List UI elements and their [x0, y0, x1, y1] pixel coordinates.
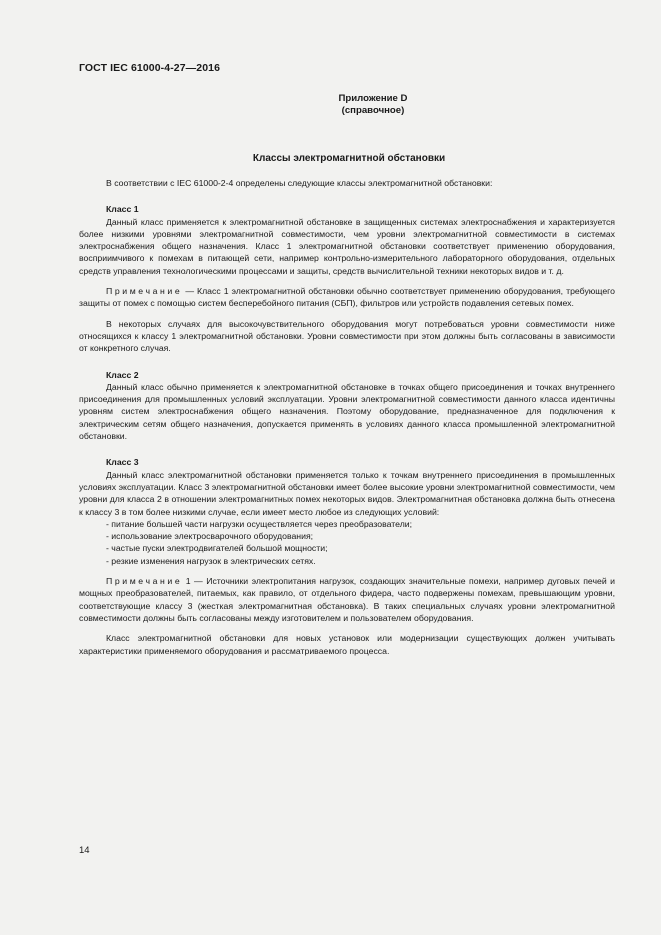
class3-heading: Класс 3 [106, 457, 139, 468]
note-label: Примечание [106, 576, 183, 587]
list-item: - частые пуски электродвигателей большой мощности; [106, 543, 328, 554]
class3-text: Данный класс электромагнитной обстановки применяется только к точкам внутреннего присоединения в промышленных условиях эксплуатации. Класс 3 электромагнитной обстановки имеет более высокие уровни электромагнитной совместимости, чем уровни для класса 2 в отношении электромагнитных помех некоторых видов. Электромагнитная обстановка должна быть отнесена к классу 3 в том более низкими случае, если имеет место любое из следующих условий: [79, 469, 615, 517]
closing-paragraph: Класс электромагнитной обстановки для новых установок или модернизации существующих должен учитывать характеристики применяемого оборудования и рассматриваемого процесса. [79, 633, 615, 656]
page-number: 14 [79, 845, 90, 856]
document-body [79, 177, 615, 657]
class1-text: Данный класс применяется к электромагнитной обстановке в защищенных системах электроснабжения и характеризуется более низкими уровнями электромагнитной совместимости, чем уровни электромагнитной совместимости в системах электроснабжения общего назначения. Класс 1 электромагнитной обстановки соответствует применению оборудования, восприимчивого к помехам в питающей сети, например контрольно-измерительного лабораторного оборудования, отдельных средств управления технологическими процессами и защиты, средств вычислительной техники некоторых видов и т. д. [79, 216, 615, 276]
class3-note [79, 575, 615, 624]
annex-title: Приложение D [338, 93, 408, 104]
class1-note [79, 285, 615, 310]
annex-subtitle: (справочное) [341, 105, 405, 116]
list-item: - резкие изменения нагрузок в электрических сетях. [106, 555, 316, 566]
section-title: Классы электромагнитной обстановки [252, 153, 446, 164]
conditions-list [79, 518, 615, 567]
note-text: 1 — Источники электропитания нагрузок, создающих значительные помехи, например дуговых печей и мощных преобразователей, питаемых, как правило, от отдельного фидера, часто подвержены помехам, превышающим уровни, соответствующие классу 3 (жесткая электромагнитная обстановка). В таких специальных случаях уровни электромагнитной совместимости должны быть согласованы между изготовителем и пользователем оборудования. [79, 576, 615, 623]
standard-header: ГОСТ IEC 61000-4-27—2016 [79, 62, 221, 74]
list-item: - использование электросварочного оборудования; [106, 531, 314, 542]
class1-extra: В некоторых случаях для высокочувствительного оборудования могут потребоваться уровни совместимости ниже относящихся к классу 1 электромагнитной обстановки. Уровни совместимости при этом должны быть согласованы в зависимости от конкретного случая. [79, 318, 615, 354]
class1-heading: Класс 1 [106, 204, 139, 215]
note-text: — Класс 1 электромагнитной обстановки обычно соответствует применению оборудования, требующего защиты от помех с помощью систем бесперебойного питания (СБП), фильтров или устройств подавления сетевых помех. [79, 286, 615, 309]
note-label: Примечание [106, 286, 183, 297]
class2-heading: Класс 2 [106, 369, 139, 380]
intro-paragraph: В соответствии с IEC 61000-2-4 определены следующие классы электромагнитной обстановки: [106, 178, 493, 188]
list-item: - питание большей части нагрузки осуществляется через преобразователи; [106, 518, 413, 529]
annex-heading [200, 93, 546, 117]
class2-text: Данный класс обычно применяется к электромагнитной обстановке в точках общего присоединения и точках внутреннего присоединения для промышленных условий эксплуатации. Уровни электромагнитной совместимости данного класса идентичны уровням систем электроснабжения общего назначения. Поэтому оборудование, предназначенное для подключения к электрическим сетям общего назначения, допускается применять в условиях данного класса промышленной электромагнитной обстановки. [79, 381, 615, 442]
